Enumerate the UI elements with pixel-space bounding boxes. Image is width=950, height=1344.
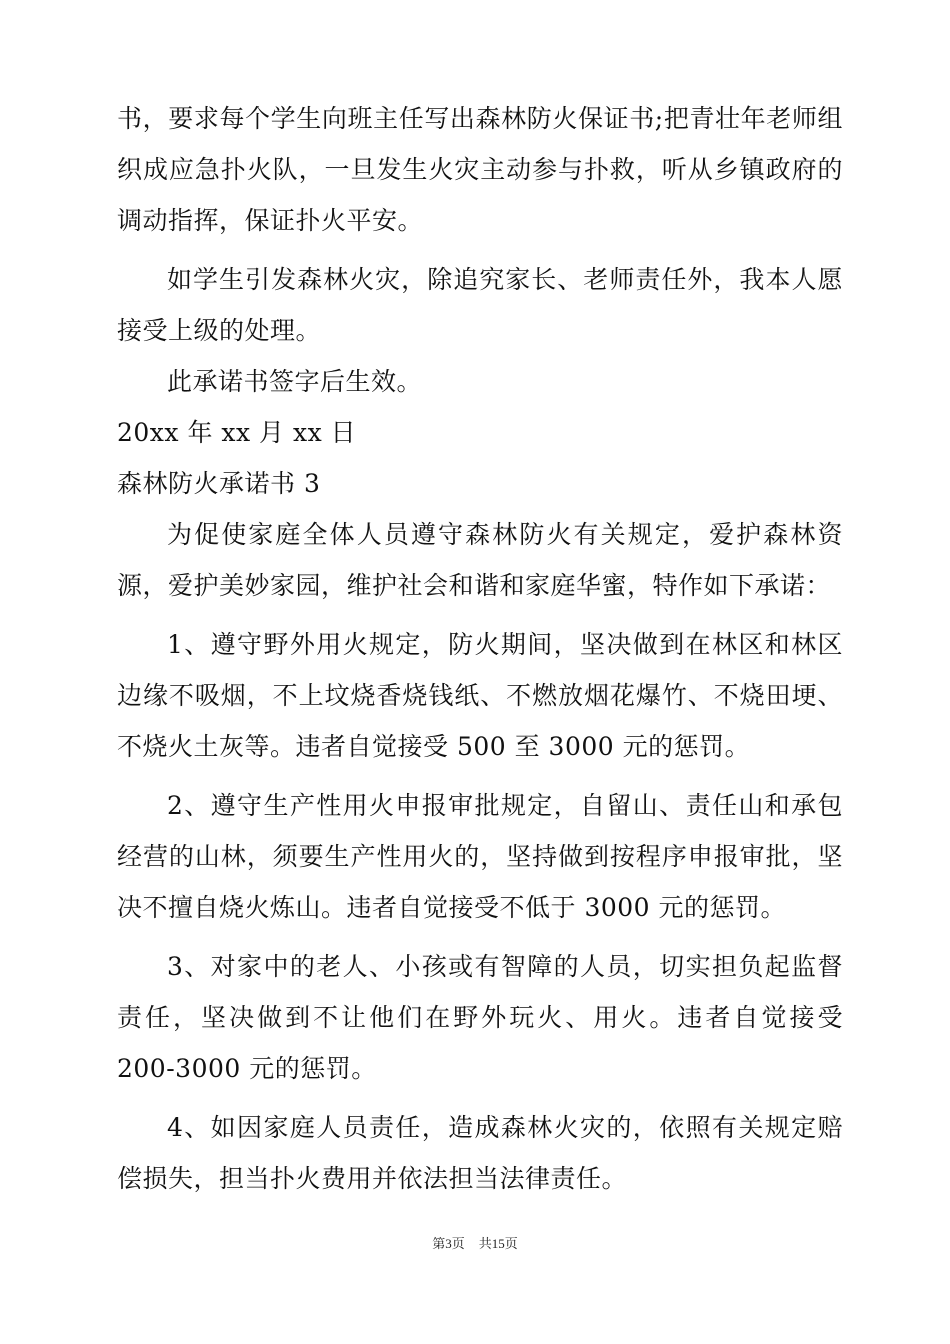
paragraph-1: 书，要求每个学生向班主任写出森林防火保证书;把青壮年老师组织成应急扑火队，一旦发生火灾主动参与扑救，听从乡镇政府的调动指挥，保证扑火平安。 <box>117 104 843 235</box>
page-footer <box>0 1233 950 1252</box>
list-item-3: 3、对家中的老人、小孩或有智障的人员，切实担负起监督责任，坚决做到不让他们在野外玩火、用火。违者自觉接受 200-3000 元的惩罚。 <box>117 952 843 1083</box>
date-line: 20xx 年 xx 月 xx 日 <box>117 418 357 447</box>
paragraph-2: 如学生引发森林火灾，除追究家长、老师责任外，我本人愿接受上级的处理。 <box>117 265 843 345</box>
page-number: 第3页 <box>432 1236 465 1251</box>
paragraph-3: 此承诺书签字后生效。 <box>167 367 423 396</box>
list-item-2: 2、遵守生产性用火申报审批规定，自留山、责任山和承包经营的山林，须要生产性用火的，坚持做到按程序申报审批，坚决不擅自烧火炼山。违者自觉接受不低于 3000 元的惩罚。 <box>117 791 843 922</box>
page-total: 共15页 <box>478 1236 518 1251</box>
paragraph-intro: 为促使家庭全体人员遵守森林防火有关规定，爱护森林资源，爱护美妙家园，维护社会和谐和家庭华蜜，特作如下承诺： <box>117 520 843 600</box>
list-item-4: 4、如因家庭人员责任，造成森林火灾的，依照有关规定赔偿损失，担当扑火费用并依法担当法律责任。 <box>117 1113 843 1193</box>
list-item-1: 1、遵守野外用火规定，防火期间，坚决做到在林区和林区边缘不吸烟，不上坟烧香烧钱纸、不燃放烟花爆竹、不烧田埂、不烧火土灰等。违者自觉接受 500 至 3000 元的惩罚。 <box>117 630 843 761</box>
document-body <box>117 93 843 1204</box>
section-heading: 森林防火承诺书 3 <box>117 469 321 498</box>
